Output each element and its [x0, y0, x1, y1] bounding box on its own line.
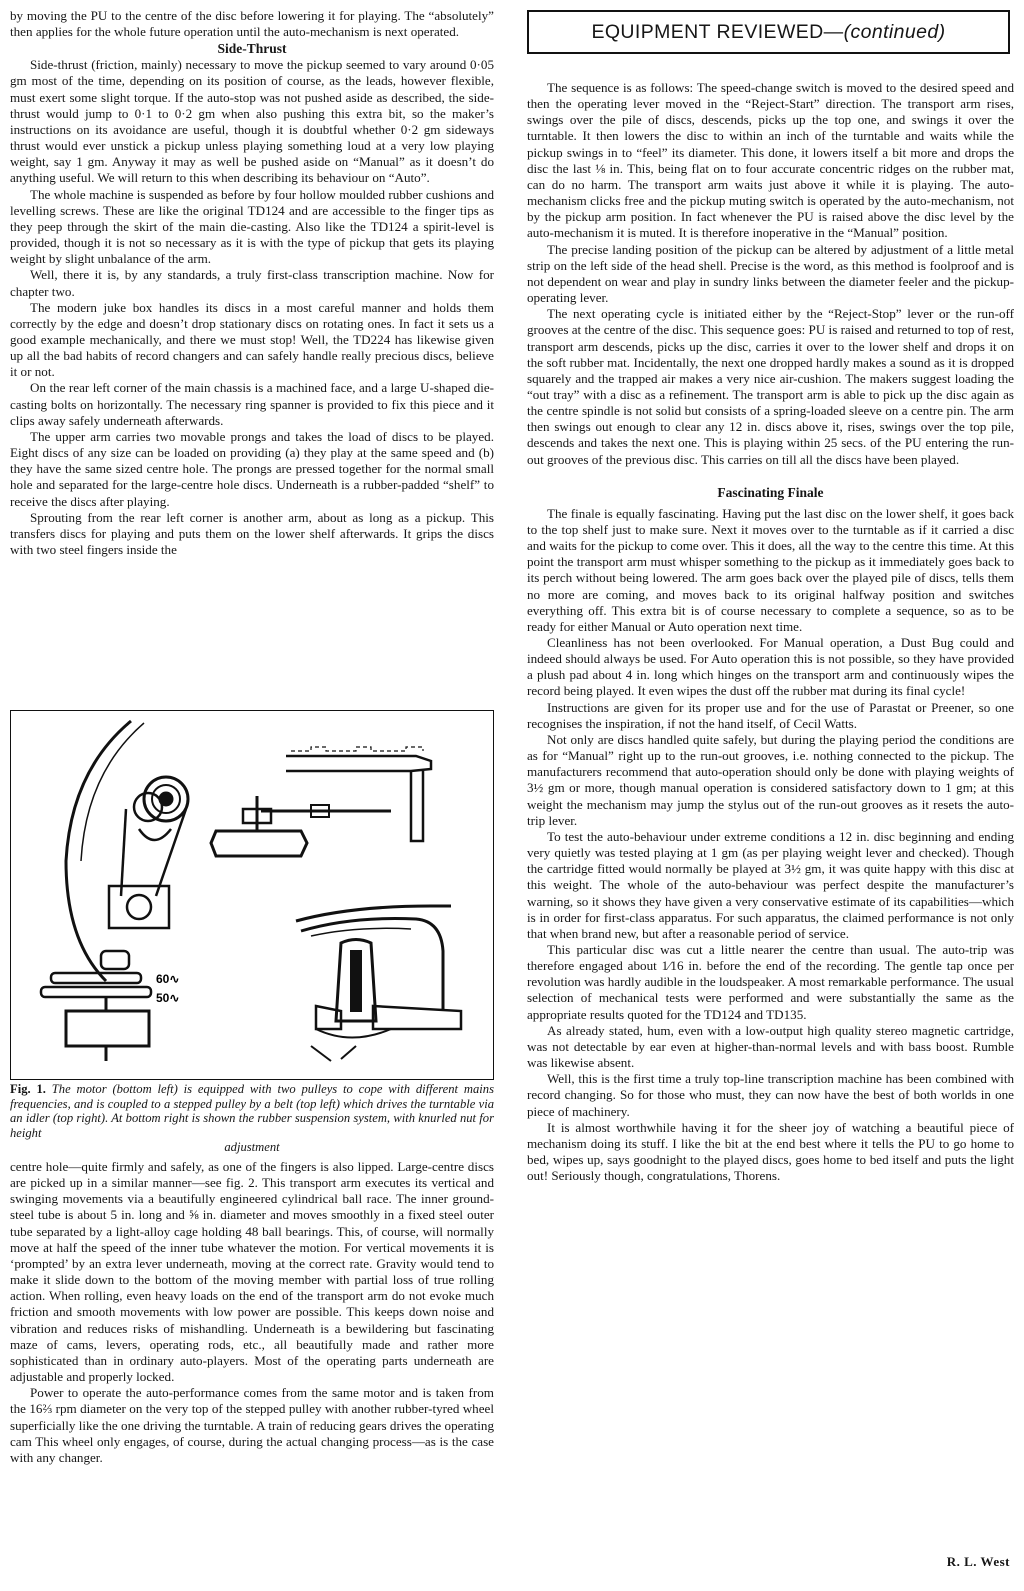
paragraph: On the rear left corner of the main chassis is a machined face, and a large U-shaped die-casting bolts on horizontally. The necessary ring spanner is provided to fix this piece and it clips away safely underneath afterwards.	[10, 380, 494, 428]
label-60: 60∿	[156, 972, 180, 986]
paragraph: The upper arm carries two movable prongs and takes the load of discs to be played. Eight discs of any size can be loaded on providing (a) they play at the same speed and (b) they have the same sized centre hole. The prongs are pressed together for the normal small hole and separated for the large-centre hole discs. Underneath is a rubber-padded “shelf” to receive the discs after playing.	[10, 428, 494, 509]
banner-suffix: (continued)	[843, 20, 946, 43]
label-50: 50∿	[156, 991, 180, 1005]
idler-wheel	[134, 793, 162, 821]
paragraph: It is almost worthwhile having it for the sheer joy of watching a beautiful piece of mechanism doing its stuff. I like the bit at the end best where it tells the PU to go home to bed, wipes up, says goodnight to the played discs, goes home to bed itself and puts the light out! Seriously though, congratulations, Thorens.	[527, 1119, 1014, 1184]
paragraph: As already stated, hum, even with a low-output high quality stereo magnetic cartridge, was not detectable by ear even at higher-than-normal levels and with bass boost. Rumble was likewise absent.	[527, 1022, 1014, 1071]
paragraph: The sequence is as follows: The speed-change switch is moved to the desired speed and then the operating lever moved in the “Reject-Start” direction. The transport arm rises, swings over the pile of discs, descends, picks up the top one, and swings it over the turntable. It then lowers the disc to within an inch of the turntable and waits while the pickup swings in to “feel” its diameter. This done, it lowers itself a bit more and drops the disc the last ⅛ in. This, being flat on to four accurate concentric ridges on the rubber mat, can do no harm. The transport arm waits just above it while it is playing. The auto-mechanism clicks free and the pickup muting switch is operated by the auto-mechanism, not by the pickup arm position. In fact whenever the PU is raised above the disc level by the auto-mechanism it is muted. It is therefore inoperative in the “Manual” position.	[527, 80, 1014, 241]
section-banner	[527, 10, 1010, 54]
caption-text: The motor (bottom left) is equipped with two pulleys to cope with different mains frequencies, and is coupled to a stepped pulley by a belt (top left) which drives the turntable via an idler (top right). At bottom right is shown the rubber suspension system, with knurled nut for height	[10, 1082, 494, 1140]
banner-title: EQUIPMENT REVIEWED—	[591, 20, 844, 43]
heading-side-thrust: Side-Thrust	[217, 41, 287, 57]
mechanism-diagram	[11, 711, 494, 1080]
caption-label: Fig. 1.	[10, 1082, 46, 1096]
idler-wheel-right	[211, 831, 307, 856]
turntable-arc	[66, 721, 131, 981]
paragraph: The precise landing position of the pickup can be altered by adjustment of a little metal strip on the left side of the head shell. Precise is the word, as this method is foolproof and is not dependent on wear and play in sundry links between the diameter feeler and the pickup-operating lever.	[527, 241, 1014, 306]
paragraph: The modern juke box handles its discs in a most careful manner and holds them correctly by the edge and doesn’t drop stationary discs on rotating ones. In fact it sets us a good example mechanically, and there we must stop! Well, the TD224 has likewise given up all the bad habits of record changers and can safely handle really precious discs, believe it or not.	[10, 299, 494, 380]
motor-bracket	[109, 886, 169, 928]
paragraph: The finale is equally fascinating. Having put the last disc on the lower shelf, it goes back to the top shelf just to make sure. Next it moves over to the turntable as if it carried a disc and waits for the pickup to come over. This it does, all the way to the centre this time. At this point the transport arm must whisper something to the pickup as it immediately goes back to its perch without being lowered. The arm goes back over the played pile of discs, tells them no more are coming, and moves back to its original halfway position and switches everything off. This extra bit is of course necessary to complete a sequence, so as to be ready for either Manual or Auto operation next time.	[527, 505, 1014, 634]
paragraph: Sprouting from the rear left corner is another arm, about as long as a pickup. This transfers discs for playing and puts them on the lower shelf afterwards. It grips the discs with two steel fingers inside the	[10, 509, 494, 557]
paragraph: The whole machine is suspended as before by four hollow moulded rubber cushions and levelling screws. These are like the original TD124 and are accessible to the finger tips as they peep through the skirt of the main die-casting. Also like the TD124 a spirit-level is provided, though it is not so necessary as it is with the type of pickup that gets its playing weight by slight unbalance of the arm.	[10, 186, 494, 267]
paragraph: centre hole—quite firmly and safely, as one of the fingers is also lipped. Large-centre discs are picked up in a similar manner—see fig. 2. This transport arm executes its vertical and swinging movements via a beautifully engineered cylindrical ball race. The inner ground-steel tube is about 5 in. long and ⅝ in. diameter and moves smoothly in a fixed steel outer tube separated by a light-alloy cage holding 48 ball bearings. This, of course, will normally move at half the speed of the inner tube whatever the motion. For vertical movements it is ‘prompted’ by an extra lever underneath, moving at the correct rate. Gravity would tend to make it slide down to the bottom of the moving member with partial loss of true rolling action. When rolling, even heavy loads on the end of the transport arm do not evoke much friction and smooth movements with low power are possible. This keeps down noise and vibration and reduces risks of mishandling. Underneath is a bewildering but fascinating maze of cams, levers, operating rods, etc., all beautifully made and rather more sophisticated than in ordinary auto-players. Most of the operating parts underneath are adjustable and properly locked.	[10, 1159, 494, 1385]
motor-body	[66, 1011, 149, 1046]
author-signature: R. L. West	[946, 1554, 1010, 1569]
paragraph: Side-thrust (friction, mainly) necessary to move the pickup seemed to vary around 0·05 gm most of the time, depending on its position of course, as the leads, however flexible, must exert some slight torque. If the auto-stop was not pushed aside as described, the side-thrust would jump to 0·1 to 0·2 gm when also pushing this extra bit, so the maker’s instructions on its avoidance are useful, though it is doubtful whether 0·2 gm sideways thrust would ever unstick a pickup unless playing something loud at a very low playing weight, say 1 gm. Anyway it may as well be pushed aside on “Manual” as it doesn’t do anything useful. We will return to this when describing its behaviour on “Auto”.	[10, 57, 494, 186]
paragraph: Power to operate the auto-performance comes from the same motor and is taken from the 16⅔ rpm diameter on the very top of the stepped pulley with another rubber-tyred wheel superficially like the one driving the turntable. A train of reducing gears drives the operating cam This wheel only engages, of course, during the actual changing process—as is the case with any changer.	[10, 1385, 494, 1465]
right-column	[527, 80, 1014, 1184]
paragraph: To test the auto-behaviour under extreme conditions a 12 in. disc beginning and ending very quietly was tested playing at 1 gm (as per playing weight lever and checked). Though the cartridge fitted would normally be played at 3½ gm, it was quite happy with this disc at this weight. The whole of the auto-behaviour was perfect despite the manufacturer’s warning, so it shows they have given a very conservative estimate of its capabilities—which is in order for first-class apparatus. For such apparatus, the claimed performance is not only that when brand new, but after a reasonable period of service.	[527, 828, 1014, 941]
figure-caption	[10, 1082, 494, 1155]
idler-arm	[286, 756, 431, 771]
caption-last-line: adjustment	[224, 1140, 280, 1154]
paragraph: Instructions are given for its proper use and for the use of Parastat or Preener, so one recognises the inspiration, if not the hand itself, of Cecil Watts.	[527, 699, 1014, 731]
paragraph: Cleanliness has not been overlooked. For Manual operation, a Dust Bug could and indeed should always be used. For Auto operation this is not possible, so they have provided a plush pad about 4 in. long which hinges on the transport arm and continuously wipes the record being played. It even wipes the dust off the rubber mat during its final cycle!	[527, 635, 1014, 699]
motor-pulley-60	[51, 973, 141, 983]
left-column-top	[10, 8, 494, 558]
paragraph: Well, this is the first time a truly top-line transcription machine has been combined with record changing. So for those who must, they can now have the best of both worlds in one piece of machinery.	[527, 1071, 1014, 1119]
paragraph: Not only are discs handled quite safely, but during the playing period the conditions are as for “Manual” right up to the run-out grooves, i.e. nothing connected to the pickup. The manufacturers recommend that auto-operation should only be done with playing weights of 3½ gm or more, though manual operation is considered satisfactory down to 1 gm; at this weight the mechanism may jump the stylus out of the run-out grooves as it resets the auto-trip lever.	[527, 731, 1014, 828]
heading-fascinating-finale: Fascinating Finale	[717, 484, 824, 500]
left-column-bottom	[10, 1159, 494, 1466]
paragraph: by moving the PU to the centre of the disc before lowering it for playing. The “absolutely” then applies for the whole future operation until the auto-mechanism is next operated.	[10, 8, 494, 40]
paragraph: This particular disc was cut a little nearer the centre than usual. The auto-trip was therefore engaged about 1⁄16 in. before the end of the recording. The gentle tap once per revolution was hardly audible in the loudspeaker. A most remarkable performance. The usual selection of mechanical tests were performed and were substantially the same as the appropriate results quoted for the TD124 and TD135.	[527, 941, 1014, 1022]
figure-1-drawing	[10, 710, 494, 1080]
paragraph: The next operating cycle is initiated either by the “Reject-Stop” lever or the run-off grooves at the centre of the disc. This sequence goes: PU is raised and returned to top of rest, transport arm descends, picks up the disc, carries it over to the lower shelf and drops it on the soft rubber mat. Incidentally, the next one dropped hardly makes a sound as it is dropped squarely and the trapped air makes a very nice air-cushion. The makers suggest loading the “out tray” with a disc as a refinement. The transport arm is able to pick up the disc again as the centre spindle is not solid but consists of a spring-loaded sleeve on a centre pin. The arm then swings out enough to clear any 12 in. discs above it, rises, swings over the top pile, descends and takes the next one. This is playing within 25 secs. of the PU entering the run-out grooves of the previous disc. This carries on till all the discs have been played.	[527, 306, 1015, 467]
motor-pulley-50	[41, 987, 151, 997]
motor-knob	[101, 951, 129, 969]
belt	[121, 809, 126, 896]
paragraph: Well, there it is, by any standards, a truly first-class transcription machine. Now for chapter two.	[10, 267, 494, 299]
